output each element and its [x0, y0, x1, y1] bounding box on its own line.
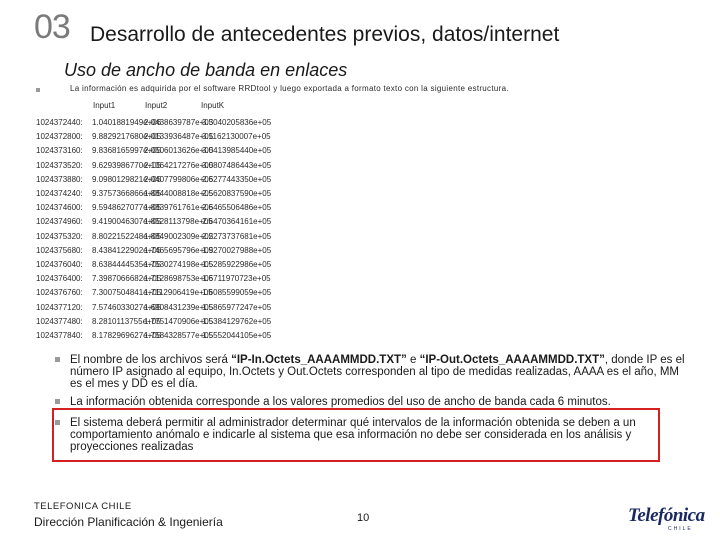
footer-company: TELEFONICA CHILE: [34, 501, 132, 512]
row-input1-value: 9.5948627077e+05: [92, 203, 162, 213]
bullet-icon: [55, 399, 60, 404]
row-inputk-value: 1.6085599059e+05: [202, 288, 272, 298]
row-inputk-value: 2.6470364161e+05: [202, 217, 272, 227]
row-inputk-value: 3.0807486443e+05: [202, 160, 272, 170]
row-inputk-value: 2.2273737681e+05: [202, 231, 272, 241]
row-inputk-value: 2.6465506486e+05: [202, 203, 272, 213]
row-timestamp: 1024372800:: [36, 132, 83, 142]
row-inputk-value: 1.5865977247e+05: [202, 302, 272, 312]
averages-paragraph: La información obtenida corresponde a los valores promedios del uso de ancho de banda cada 6 minutos.: [70, 396, 611, 408]
telefonica-logo: Telefónica: [628, 505, 705, 526]
column-header: Input1: [93, 101, 116, 110]
row-input1-value: 9.4190046307e+05: [92, 217, 162, 227]
row-input1-value: 8.2810113755e+05: [92, 316, 161, 326]
slide-title: Desarrollo de antecedentes previos, datos/internet: [90, 23, 560, 46]
row-input1-value: 8.1782969627e+05: [92, 331, 162, 340]
row-input1-value: 1.0401881949e+06: [92, 118, 162, 127]
row-timestamp: 1024372440:: [36, 118, 83, 127]
anomaly-paragraph: El sistema deberá permitir al administrador determinar qué intervalos de la información obtenida se deben a un comportamiento anómalo e indicarle al sistema que esa información no debe ser considerada en los análisis y proyecciones realizadas: [70, 417, 636, 453]
row-input2-value: 1.7112906419e+05: [144, 288, 213, 298]
row-inputk-value: 2.6277443350e+05: [202, 174, 272, 184]
row-input1-value: 7.3007504841e+05: [92, 288, 162, 298]
footer-department: Dirección Planificación & Ingeniería: [34, 515, 223, 529]
row-input2-value: 1.8849002309e+05: [144, 231, 214, 241]
row-inputk-value: 1.9270027988e+05: [202, 245, 272, 255]
row-input2-value: 1.8839761761e+05: [144, 203, 214, 213]
file-naming-paragraph: [70, 354, 685, 390]
row-input1-value: 9.3757366866e+05: [92, 189, 162, 198]
row-timestamp: 1024373160:: [36, 146, 83, 156]
row-timestamp: 1024374240:: [36, 189, 83, 198]
row-timestamp: 1024376760:: [36, 288, 83, 298]
column-header: InputK: [201, 101, 225, 110]
row-inputk-value: 2.5620837590e+05: [202, 189, 272, 198]
row-input2-value: 2.0407799806e+05: [144, 174, 214, 184]
file-name-out-octets: “IP-Out.Octets_AAAAMMDD.TXT”: [419, 354, 605, 366]
row-inputk-value: 1.5552044105e+05: [202, 331, 272, 340]
row-timestamp: 1024377120:: [36, 302, 83, 312]
row-input1-value: 9.8829217680e+05: [92, 132, 162, 142]
row-inputk-value: 3.0413985440e+05: [202, 146, 272, 156]
row-timestamp: 1024374960:: [36, 217, 83, 227]
telefonica-logo-sub: CHILE: [668, 526, 693, 532]
row-input2-value: 2.0506013626e+05: [144, 146, 214, 156]
row-timestamp: 1024373880:: [36, 174, 83, 184]
row-inputk-value: 1.6711970723e+05: [202, 274, 271, 284]
row-input2-value: 1.6908431239e+05: [144, 302, 214, 312]
row-inputk-value: 1.5285922986e+05: [202, 260, 272, 269]
bullet-icon: [36, 88, 40, 92]
bullet-icon: [55, 357, 60, 362]
row-timestamp: 1024376040:: [36, 260, 83, 269]
row-input2-value: 2.0438639787e+05: [144, 118, 214, 127]
slide-title-number: 03: [34, 8, 70, 46]
row-input2-value: 1.7128698753e+05: [144, 274, 214, 284]
row-timestamp: 1024376400:: [36, 274, 83, 284]
slide-subtitle: Uso de ancho de banda en enlaces: [64, 60, 348, 80]
page-number: 10: [357, 512, 370, 524]
row-input2-value: 1.8528113798e+05: [144, 217, 213, 227]
row-input2-value: 1.7530274198e+05: [144, 260, 214, 269]
row-input2-value: 1.7751470906e+05: [144, 316, 214, 326]
row-input2-value: 1.7465695796e+05: [144, 245, 214, 255]
column-header: Input2: [145, 101, 168, 110]
row-timestamp: 1024374600:: [36, 203, 83, 213]
file-naming-text-mid: e: [406, 354, 420, 366]
row-input1-value: 7.5746033027e+05: [92, 302, 162, 312]
row-timestamp: 1024375320:: [36, 231, 83, 241]
row-input1-value: 9.8368165997e+05: [92, 146, 162, 156]
file-naming-text-pre: El nombre de los archivos será: [70, 354, 232, 366]
file-naming-text-post: , donde IP es el número IP asignado al equipo, In.Octets y Out.Octets corresponden al tipo de medidas realizadas, AAAA es el año, MM es el mes y DD es el día.: [70, 354, 685, 390]
file-name-in-octets: “IP-In.Octets_AAAAMMDD.TXT”: [231, 354, 407, 366]
row-input2-value: 2.0133936487e+05: [144, 132, 214, 142]
intro-text: La información es adquirida por el software RRDtool y luego exportada a formato texto con la siguiente estructura.: [70, 84, 509, 93]
row-input1-value: 8.8022152248e+05: [92, 231, 162, 241]
row-input1-value: 8.6384444535e+05: [92, 260, 162, 269]
row-inputk-value: 3.3040205836e+05: [202, 118, 272, 127]
row-timestamp: 1024377840:: [36, 331, 83, 340]
row-input2-value: 1.7584328577e+05: [144, 331, 214, 340]
row-input1-value: 7.3987066682e+05: [92, 274, 162, 284]
row-inputk-value: 3.1162130007e+05: [202, 132, 271, 142]
row-timestamp: 1024375680:: [36, 245, 83, 255]
row-timestamp: 1024373520:: [36, 160, 83, 170]
row-input1-value: 8.4384122902e+05: [92, 245, 162, 255]
row-input2-value: 2.1064217276e+05: [144, 160, 214, 170]
bullet-icon: [55, 420, 60, 425]
row-input1-value: 9.0980129821e+05: [92, 174, 162, 184]
row-inputk-value: 1.5384129762e+05: [202, 316, 272, 326]
row-timestamp: 1024377480:: [36, 316, 83, 326]
row-input2-value: 1.8844008818e+05: [144, 189, 214, 198]
row-input1-value: 9.6293986770e+05: [92, 160, 162, 170]
